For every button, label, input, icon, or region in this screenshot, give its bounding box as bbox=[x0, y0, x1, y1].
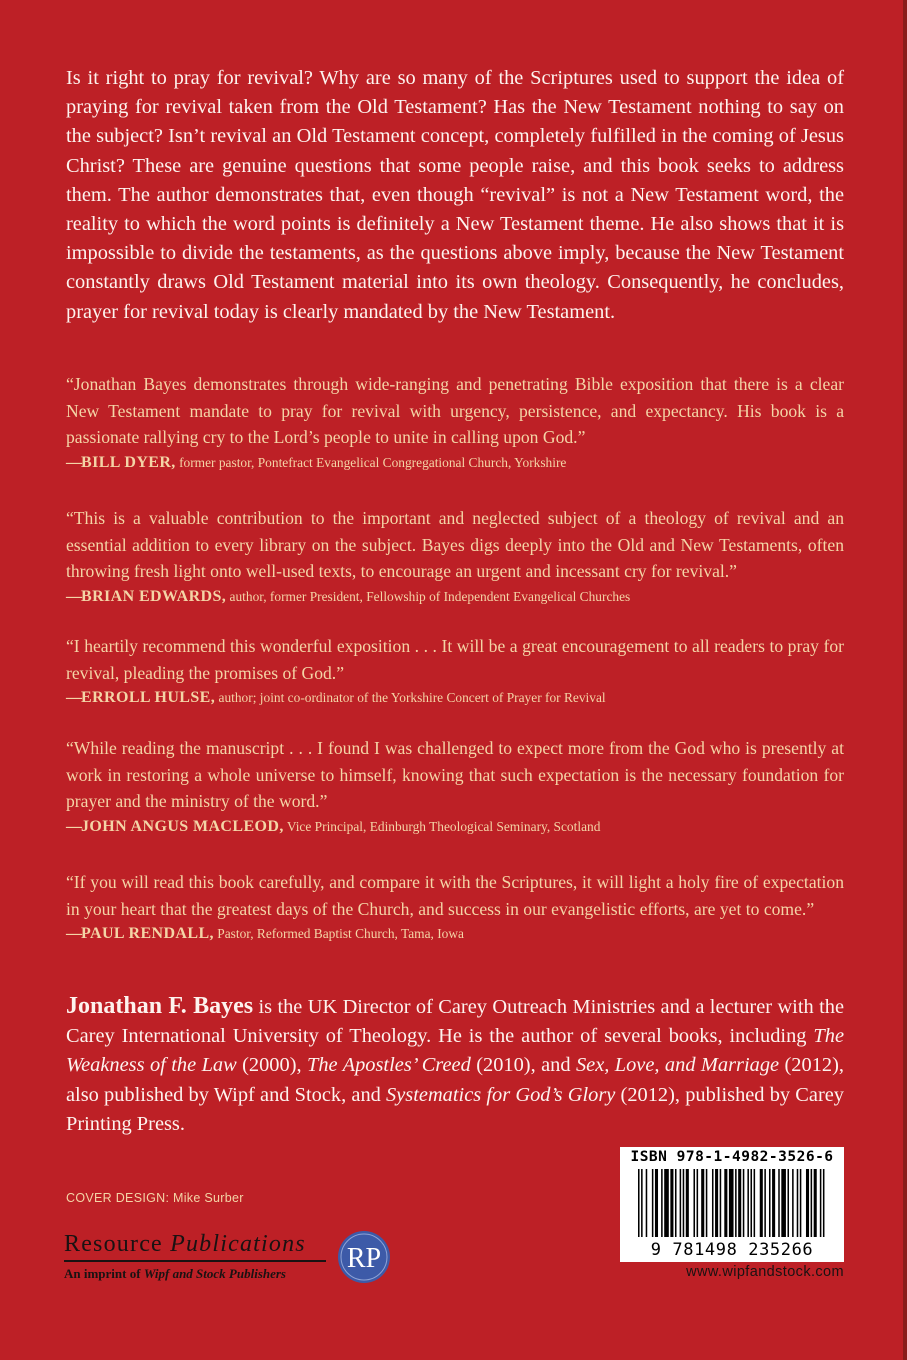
barcode-bar bbox=[792, 1169, 794, 1237]
endorsement bbox=[66, 371, 844, 473]
book-description: Is it right to pray for revival? Why are so many of the Scriptures used to support the idea of praying for revival taken from the Old Testament? Has the New Testament nothing to say on the subject? Isn’t revival an Old Testament concept, completely fulfilled in the coming of Jesus Christ? These are genuine questions that some people raise, and this book seeks to address them. The author demonstrates that, even though “revival” is not a New Testament word, the reality to which the word points is definitely a New Testament theme. He also shows that it is impossible to divide the testaments, as the questions above imply, because the New Testament constantly draws Old Testament material into its own theology. Consequently, he concludes, prayer for revival today is clearly mandated by the New Testament. bbox=[66, 67, 844, 323]
barcode-bar bbox=[754, 1169, 756, 1237]
barcode-bar bbox=[715, 1169, 718, 1237]
barcode-bar bbox=[638, 1169, 640, 1237]
endorser-name: JOHN ANGUS MACLEOD, bbox=[81, 817, 284, 835]
cover-designer-name: Mike Surber bbox=[173, 1191, 244, 1205]
endorser-name: BILL DYER, bbox=[81, 453, 176, 471]
author-name: Jonathan F. Bayes bbox=[66, 993, 254, 1019]
barcode-bar bbox=[724, 1169, 727, 1237]
barcode-bar bbox=[738, 1169, 741, 1237]
barcode-bar bbox=[675, 1169, 677, 1237]
barcode-bar bbox=[743, 1169, 745, 1237]
publisher-name-part: Publications bbox=[170, 1231, 306, 1257]
attribution-dash: — bbox=[66, 817, 81, 835]
publisher-imprint-line bbox=[64, 1266, 326, 1282]
barcode-bar bbox=[697, 1169, 699, 1237]
barcode-bar bbox=[747, 1169, 749, 1237]
author-bio bbox=[66, 992, 844, 1139]
barcode-bar bbox=[814, 1169, 817, 1237]
barcode-bar bbox=[769, 1169, 771, 1237]
cover-design-credit bbox=[66, 1191, 244, 1205]
bio-text: (2012), published by Carey Printing Press. bbox=[66, 1083, 844, 1135]
endorsement-attribution bbox=[66, 688, 844, 708]
endorsement-quote: “Jonathan Bayes demonstrates through wide-ranging and penetrating Bible exposition that there is a clear New Testament mandate to pray for revival with urgency, persistence, and expectancy. His book is a passionate rallying cry to the Lord’s people to unite in calling upon God.” bbox=[66, 374, 844, 448]
book-title: The Apostles’ Creed bbox=[307, 1054, 471, 1077]
bio-text: (2000), bbox=[236, 1054, 308, 1077]
barcode-bar bbox=[806, 1169, 809, 1237]
barcode-bar bbox=[764, 1169, 766, 1237]
bio-text: (2010), and bbox=[470, 1054, 576, 1077]
barcode-bar bbox=[641, 1169, 643, 1237]
endorser-name: BRIAN EDWARDS, bbox=[81, 587, 227, 605]
endorsement-attribution bbox=[66, 817, 844, 837]
endorsement-attribution bbox=[66, 924, 844, 944]
cover-design-label: COVER DESIGN: bbox=[66, 1191, 170, 1205]
barcode-bar bbox=[661, 1169, 663, 1237]
endorsement bbox=[66, 633, 844, 708]
barcode-bar bbox=[811, 1169, 813, 1237]
barcode-bar bbox=[750, 1169, 752, 1237]
publisher-imprint bbox=[64, 1231, 326, 1282]
book-title: Systematics for God’s Glory bbox=[386, 1083, 616, 1106]
endorsement-quote: “I heartily recommend this wonderful exposition . . . It will be a great encouragement to all readers to pray for revival, pleading the promises of God.” bbox=[66, 636, 844, 683]
barcode-bar bbox=[680, 1169, 682, 1237]
book-title: The Weakness of the Law bbox=[66, 1025, 844, 1077]
isbn-label: ISBN 978-1-4982-3526-6 bbox=[630, 1149, 834, 1165]
attribution-dash: — bbox=[66, 689, 81, 707]
barcode-bar bbox=[655, 1169, 658, 1237]
barcode-bar bbox=[772, 1169, 775, 1237]
barcode-bar bbox=[820, 1169, 822, 1237]
barcode-bar bbox=[670, 1169, 673, 1237]
endorsement-quote: “While reading the manuscript . . . I found I was challenged to expect more from the God who is presently at work in restoring a whole universe to himself, knowing that such expectation is the necessary foundation for prayer and the ministry of the word.” bbox=[66, 738, 844, 812]
isbn-digits: 9 781498 235266 bbox=[650, 1240, 814, 1260]
barcode-bar bbox=[800, 1169, 802, 1237]
barcode-bar bbox=[729, 1169, 734, 1237]
endorsement bbox=[66, 869, 844, 944]
barcode-bar bbox=[686, 1169, 689, 1237]
rp-logo-text: RP bbox=[346, 1243, 382, 1274]
barcode-bar bbox=[735, 1169, 737, 1237]
barcode-bar bbox=[720, 1169, 722, 1237]
isbn-barcode-box bbox=[620, 1147, 844, 1262]
barcode-bar bbox=[683, 1169, 685, 1237]
publisher-name bbox=[64, 1231, 326, 1257]
endorser-role: author, former President, Fellowship of Independent Evangelical Churches bbox=[229, 588, 631, 604]
bio-text: is the UK Director of Carey Outreach Ministries and a lecturer with the Carey International University of Theology. He is the author of several books, including bbox=[66, 996, 844, 1048]
barcode-bar bbox=[781, 1169, 786, 1237]
barcode-bar bbox=[646, 1169, 648, 1237]
publisher-rule bbox=[64, 1260, 326, 1262]
bio-text: (2012), also published by Wipf and Stock, and bbox=[66, 1054, 844, 1106]
endorsement-attribution bbox=[66, 453, 844, 473]
attribution-dash: — bbox=[66, 587, 81, 605]
barcode-bar bbox=[778, 1169, 780, 1237]
endorsement-quote: “If you will read this book carefully, and compare it with the Scriptures, it will light a holy fire of expectation in your heart that the greatest days of the Church, and success in our evangelistic efforts, are yet to come.” bbox=[66, 872, 844, 919]
barcode-bar bbox=[797, 1169, 799, 1237]
book-title: Sex, Love, and Marriage bbox=[575, 1054, 780, 1077]
publisher-name-part: Resource bbox=[64, 1231, 171, 1257]
barcode-bar bbox=[712, 1169, 714, 1237]
endorser-role: author; joint co-ordinator of the Yorkshire Concert of Prayer for Revival bbox=[218, 690, 606, 706]
imprint-prefix: An imprint of bbox=[64, 1266, 144, 1281]
barcode-icon bbox=[636, 1169, 828, 1237]
barcode-bar bbox=[701, 1169, 704, 1237]
barcode-bar bbox=[706, 1169, 708, 1237]
spine-edge bbox=[903, 0, 907, 1360]
endorsement-quote: “This is a valuable contribution to the important and neglected subject of a theology of revival and an essential addition to every library on the subject. Bayes digs deeply into the Old and New Testaments, often throwing fresh light onto well-used texts, to encourage an urgent and incessant cry for revival.” bbox=[66, 508, 844, 582]
attribution-dash: — bbox=[66, 453, 81, 471]
endorsement bbox=[66, 505, 844, 607]
barcode-bar bbox=[823, 1169, 825, 1237]
rp-logo-icon bbox=[337, 1230, 391, 1284]
publisher-website: www.wipfandstock.com bbox=[686, 1264, 844, 1280]
barcode-bar bbox=[693, 1169, 695, 1237]
endorser-role: Vice Principal, Edinburgh Theological Seminary, Scotland bbox=[286, 818, 601, 834]
endorser-role: former pastor, Pontefract Evangelical Congregational Church, Yorkshire bbox=[179, 454, 567, 470]
barcode-bar bbox=[664, 1169, 669, 1237]
barcode-bar bbox=[652, 1169, 654, 1237]
endorsement-attribution bbox=[66, 587, 844, 607]
attribution-dash: — bbox=[66, 925, 81, 943]
endorsement bbox=[66, 735, 844, 837]
endorser-name: PAUL RENDALL, bbox=[81, 925, 214, 943]
barcode-bar bbox=[787, 1169, 789, 1237]
endorser-name: ERROLL HULSE, bbox=[81, 689, 216, 707]
imprint-name: Wipf and Stock Publishers bbox=[143, 1266, 286, 1281]
barcode-bar bbox=[760, 1169, 763, 1237]
endorser-role: Pastor, Reformed Baptist Church, Tama, Iowa bbox=[217, 926, 464, 942]
